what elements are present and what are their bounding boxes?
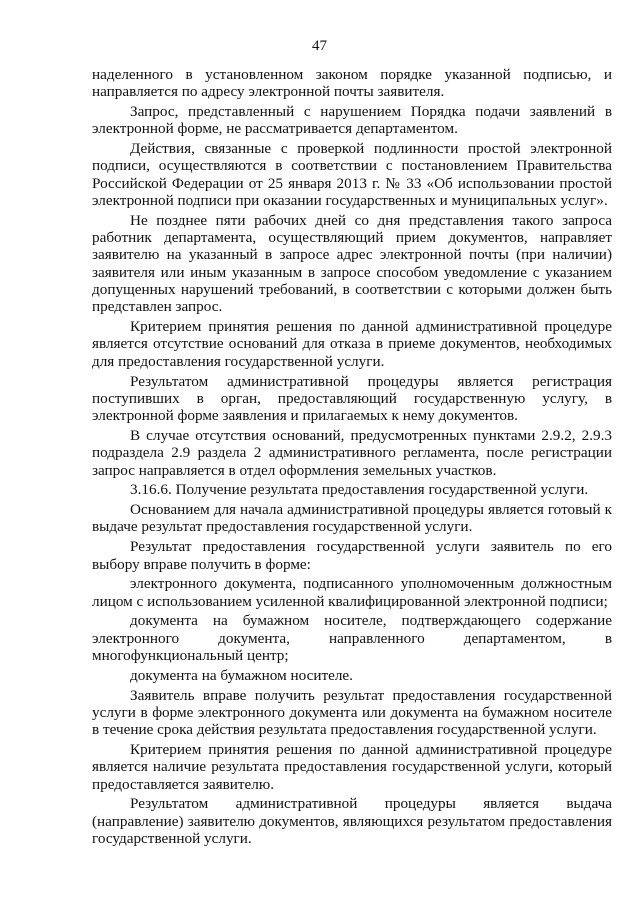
paragraph: Запрос, представленный с нарушением Порядка подачи заявлений в электронной форме, не рассматривается департаментом.: [92, 103, 612, 138]
paragraph: Результат предоставления государственной услуги заявитель по его выбору вправе получить в форме:: [92, 538, 612, 573]
paragraph: Не позднее пяти рабочих дней со дня представления такого запроса работник департамента, осуществляющий прием документов, направляет заявителю на указанный в запросе адрес электронной почты (при наличии) заявителя или иным указанным в запросе способом уведомление с указанием допущенных нарушений требований, в соответствии с которыми должен быть представлен запрос.: [92, 211, 612, 316]
paragraph: Результатом административной процедуры является регистрация поступивших в орган, предоставляющий государственную услугу, в электронной форме заявления и прилагаемых к нему документов.: [92, 372, 612, 425]
paragraph: наделенного в установленном законом порядке указанной подписью, и направляется по адресу электронной почты заявителя.: [92, 66, 612, 101]
paragraph: В случае отсутствия оснований, предусмотренных пунктами 2.9.2, 2.9.3 подраздела 2.9 раздела 2 административного регламента, после регистрации запрос направляется в отдел оформления земельных участков.: [92, 426, 612, 479]
document-body: [92, 66, 612, 850]
paragraph: документа на бумажном носителе.: [130, 666, 353, 684]
page-number: 47: [312, 38, 327, 54]
paragraph: электронного документа, подписанного уполномоченным должностным лицом с использованием усиленной квалифицированной электронной подписи;: [92, 575, 612, 610]
paragraph: Критерием принятия решения по данной административной процедуре является отсутствие оснований для отказа в приеме документов, необходимых для предоставления государственной услуги.: [92, 318, 612, 370]
paragraph: Заявитель вправе получить результат предоставления государственной услуги в форме электронного документа или документа на бумажном носителе в течение срока действия результата предоставления государственной услуги.: [92, 686, 612, 739]
paragraph: 3.16.6. Получение результата предоставления государственной услуги.: [130, 481, 589, 499]
paragraph: Результатом административной процедуры является выдача (направление) заявителю документов, являющихся результатом предоставления государственной услуги.: [92, 795, 612, 847]
paragraph: Критерием принятия решения по данной административной процедуре является наличие результата предоставления государственной услуги, который предоставляется заявителю.: [92, 740, 612, 793]
paragraph: Действия, связанные с проверкой подлинности простой электронной подписи, осуществляются в соответствии с постановлением Правительства Российской Федерации от 25 января 2013 г. № 33 «Об использовании простой электронной подписи при оказании государственных и муниципальных услуг».: [92, 140, 612, 210]
paragraph: документа на бумажном носителе, подтверждающего содержание электронного документа, направленного департаментом, в многофункциональный центр;: [92, 612, 612, 664]
paragraph: Основанием для начала административной процедуры является готовый к выдаче результат предоставления государственной услуги.: [92, 501, 612, 536]
